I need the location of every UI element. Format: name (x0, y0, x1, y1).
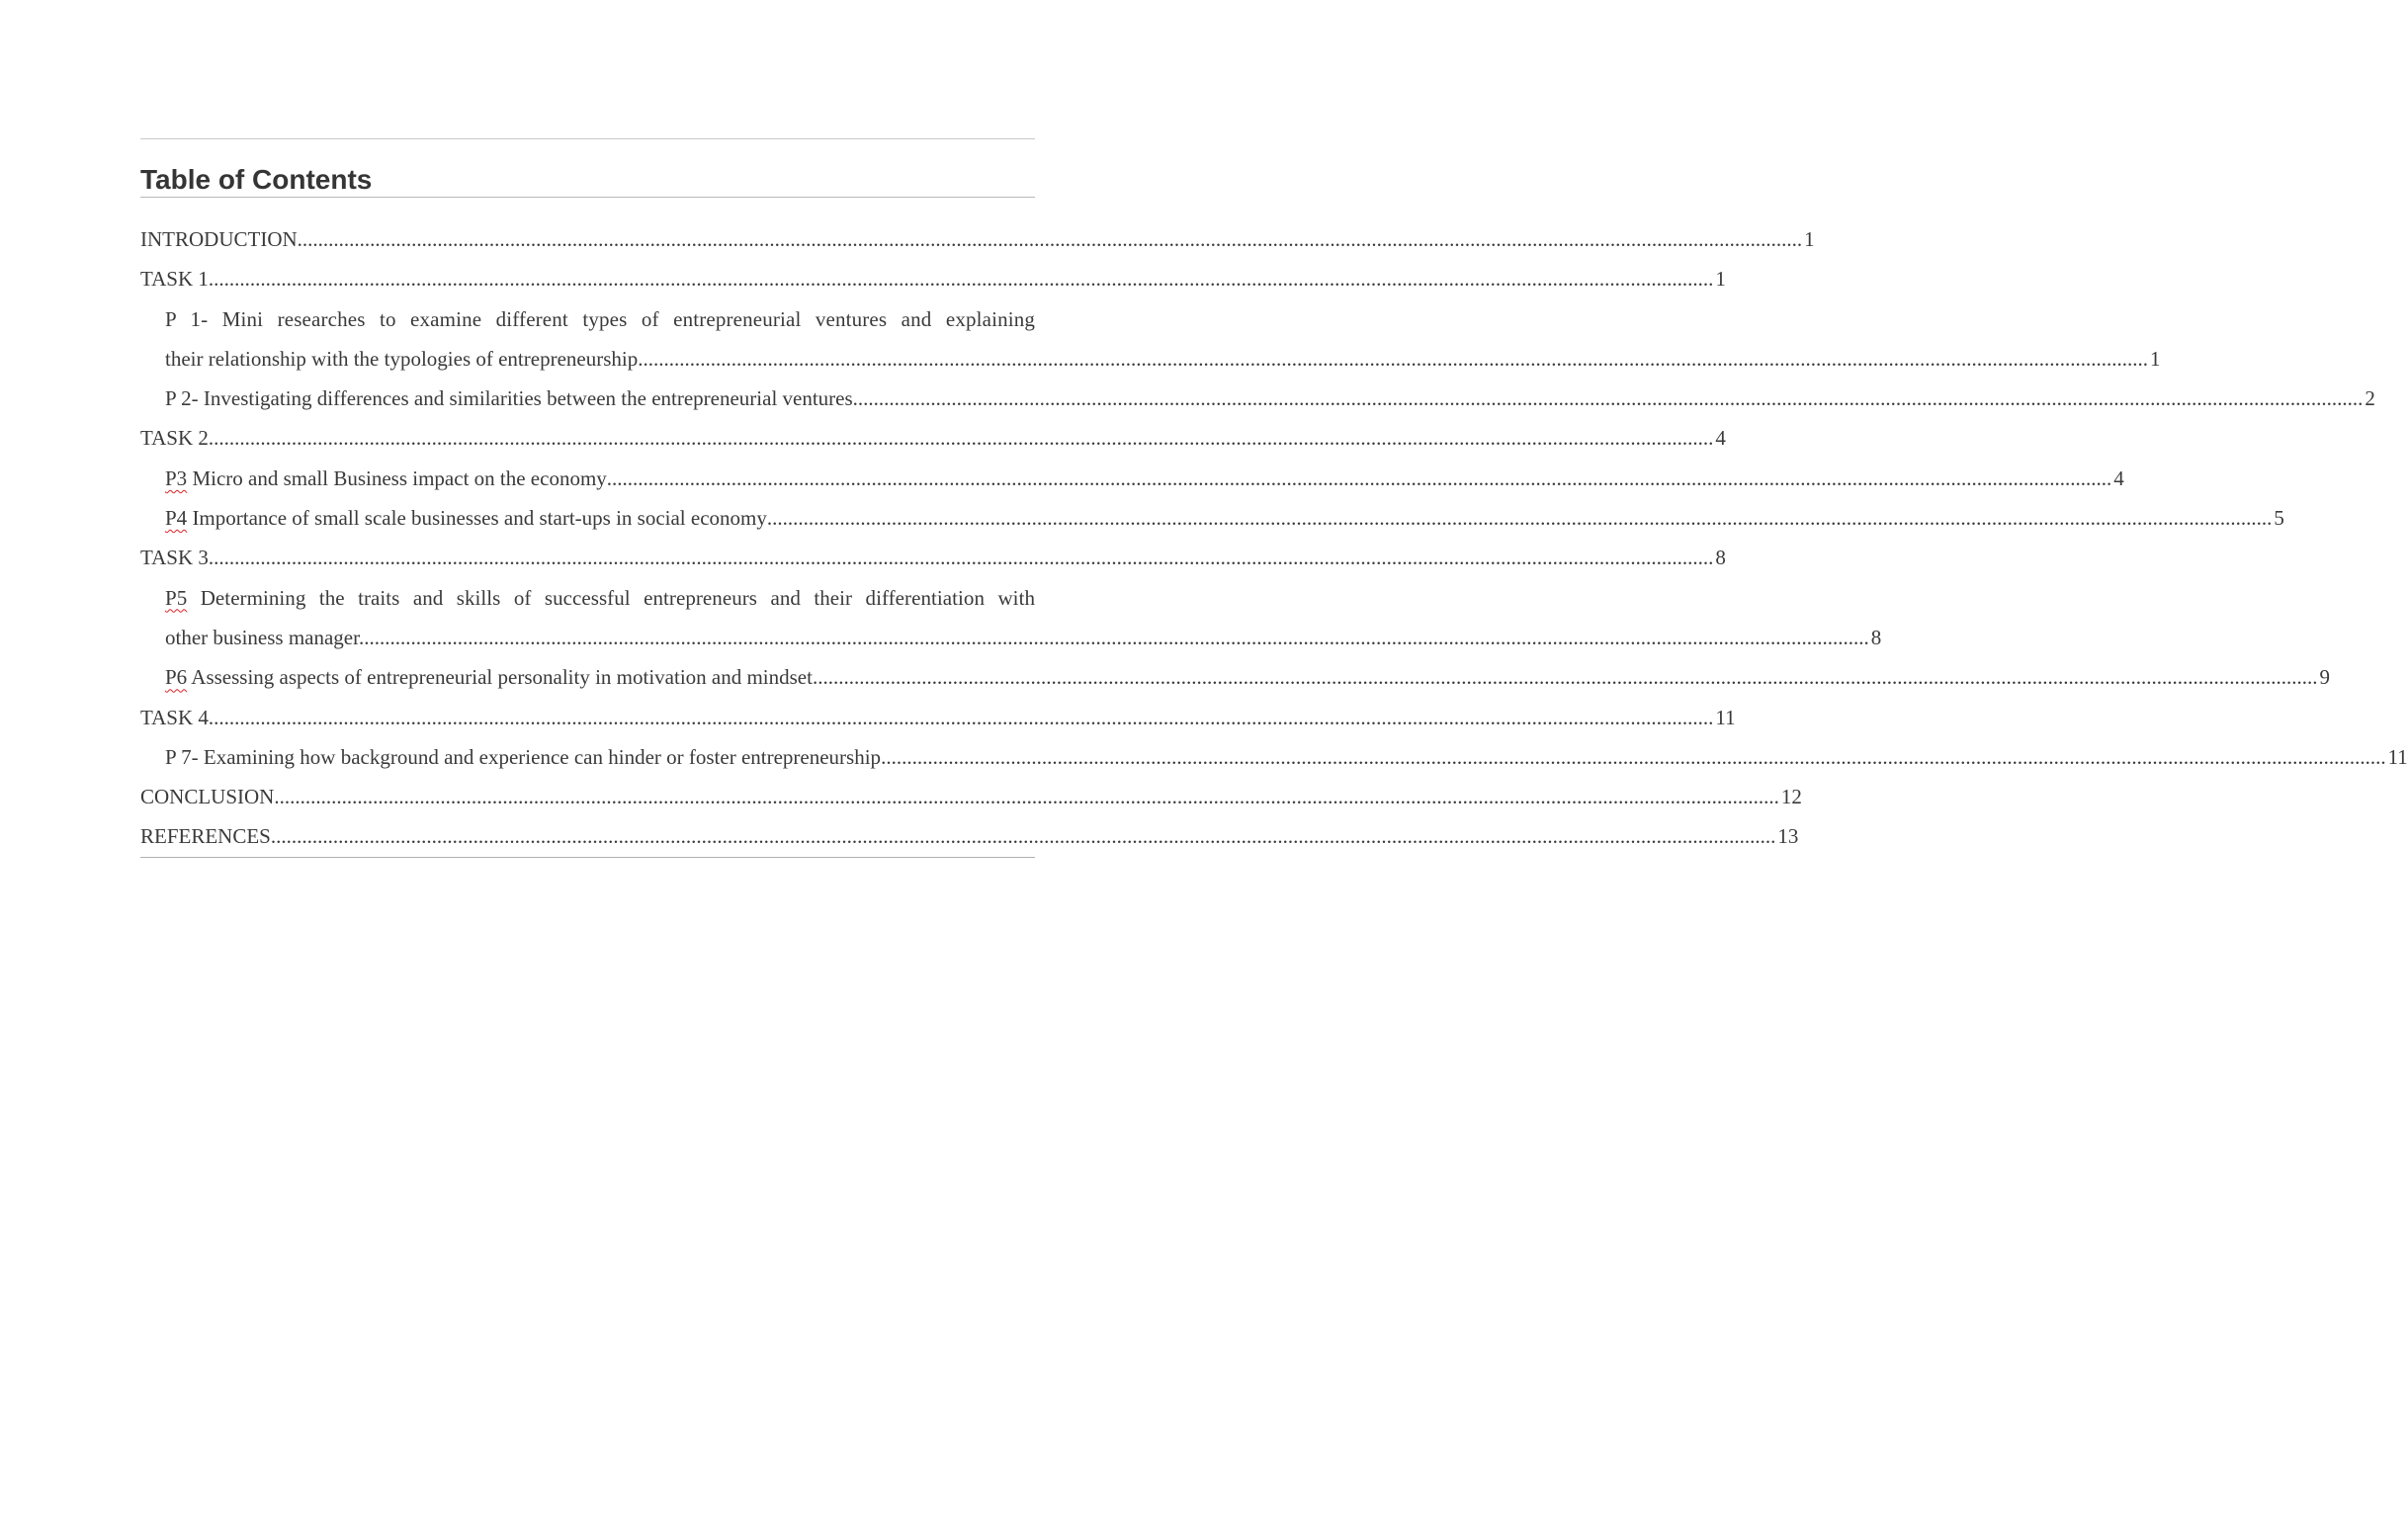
toc-entry-code: P5 (165, 585, 188, 610)
toc-entry-text: INTRODUCTION (140, 227, 298, 251)
toc-entry-text-line2: other business manager. (165, 625, 365, 649)
toc-entry-code: P6 (165, 665, 188, 690)
toc-leader-dots (274, 777, 1779, 816)
toc-page-number: 2 (2365, 386, 2375, 411)
toc-entry-text-line2: their relationship with the typologies of entrepreneurship. (165, 346, 644, 371)
toc-page-number: 8 (1870, 625, 1882, 649)
toc-page-number: 8 (1715, 546, 1726, 570)
toc-leader-dots (813, 657, 2318, 697)
toc-entry-p7[interactable] (165, 737, 2408, 777)
toc-heading: Table of Contents (140, 163, 1035, 198)
toc-entry-title: Determining the traits and skills of successful entrepreneurs and their differentiation with (187, 585, 1035, 610)
toc-leader-dots (209, 698, 1714, 737)
toc-entry-p6[interactable] (165, 657, 2330, 697)
toc-leader-dots (858, 379, 2364, 418)
toc-entry-task-4[interactable] (140, 698, 1736, 737)
toc-entry-conclusion[interactable] (140, 777, 1802, 816)
table-of-contents (140, 138, 2408, 858)
toc-leader-dots (364, 618, 1869, 657)
toc-page-number: 5 (2274, 506, 2284, 531)
toc-entry-text: P 2- Investigating differences and similarities between the entrepreneurial ventures. (165, 386, 858, 411)
toc-leader-dots (298, 219, 1803, 259)
toc-page-number: 12 (1780, 785, 1802, 809)
toc-entry-text (165, 459, 607, 498)
toc-entry-task-2[interactable] (140, 418, 1726, 458)
toc-page-number: 1 (2149, 346, 2161, 371)
toc-leader-dots (209, 259, 1714, 298)
toc-entry-p1[interactable] (165, 299, 2161, 380)
toc-leader-dots (209, 538, 1714, 577)
toc-entry-title: Importance of small scale businesses and start-ups in social economy (187, 506, 767, 531)
toc-leader-dots (881, 737, 2386, 777)
toc-entry-code: P4 (165, 506, 188, 531)
toc-entry-text: P 7- Examining how background and experience can hinder or foster entrepreneurship (165, 744, 882, 769)
toc-page-number: 11 (1715, 705, 1736, 729)
toc-entry-text (165, 657, 813, 697)
toc-entry-task-1[interactable] (140, 259, 1726, 298)
toc-entry-text: TASK 2 (140, 426, 209, 451)
toc-leader-dots (209, 418, 1714, 458)
toc-list (140, 219, 2408, 858)
toc-page-number: 4 (2113, 465, 2124, 490)
toc-entry-text: TASK 4 (140, 705, 209, 729)
toc-entry-text (165, 498, 767, 538)
toc-page-number: 4 (1715, 426, 1726, 451)
toc-page-number: 1 (1804, 227, 1815, 251)
toc-entry-text: TASK 3 (140, 546, 209, 570)
toc-entry-text: REFERENCES (140, 824, 271, 849)
toc-page-number: 1 (1715, 267, 1726, 292)
toc-entry-references[interactable] (140, 816, 1799, 856)
toc-entry-code: P3 (165, 465, 188, 490)
toc-entry-p4[interactable] (165, 498, 2284, 538)
toc-entry-p3[interactable] (165, 459, 2124, 498)
toc-entry-introduction[interactable] (140, 219, 1815, 259)
toc-entry-p5[interactable] (165, 578, 1882, 658)
toc-entry-text-line1 (165, 578, 1035, 618)
toc-entry-title: Micro and small Business impact on the economy (187, 465, 607, 490)
toc-leader-dots (271, 816, 1776, 856)
toc-leader-dots (643, 339, 2148, 379)
toc-page-number: 13 (1777, 824, 1799, 849)
toc-leader-dots (607, 459, 2112, 498)
toc-entry-p2[interactable] (165, 379, 2375, 418)
toc-entry-text: CONCLUSION (140, 785, 275, 809)
toc-entry-title: Assessing aspects of entrepreneurial personality in motivation and mindset (187, 665, 813, 690)
toc-entry-text: TASK 1 (140, 267, 209, 292)
toc-page-number: 9 (2319, 665, 2330, 690)
toc-page-number: 11 (2387, 744, 2408, 769)
toc-leader-dots (767, 498, 2273, 538)
toc-entry-text-line1: P 1- Mini researches to examine different types of entrepreneurial ventures and explaining (165, 306, 1035, 331)
toc-entry-task-3[interactable] (140, 538, 1726, 577)
